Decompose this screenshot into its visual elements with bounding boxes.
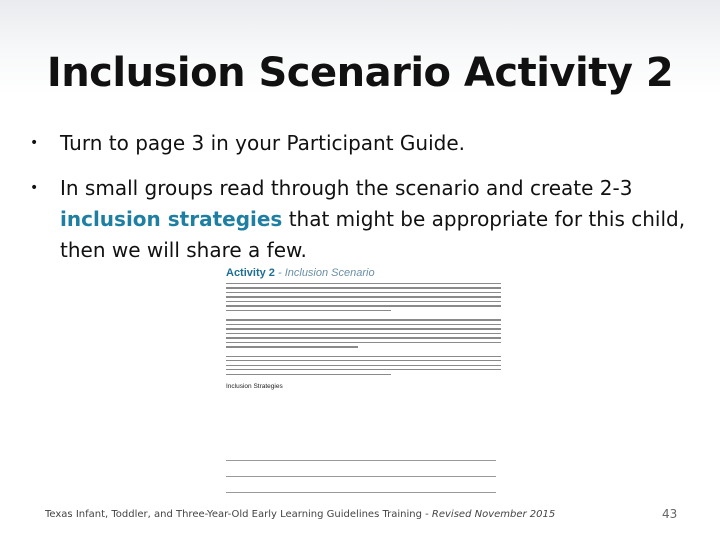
thumbnail-title-rest: - Inclusion Scenario [274,267,375,279]
answer-line [226,460,496,461]
thumbnail-paragraph [226,356,501,375]
bullet-text: Turn to page 3 in your Participant Guide. [60,131,466,155]
bullet-text-pre: In small groups read through the scenario and create 2-3 [60,176,633,200]
footer-revised: Revised November 2015 [431,509,556,520]
bullet-dot-icon: • [30,135,39,151]
thumbnail-title [226,267,504,279]
participant-guide-thumbnail [222,262,504,502]
footer-text: Texas Infant, Toddler, and Three-Year-Old Early Learning Guidelines Training - [45,509,432,520]
bullet-text-post: that might be appropriate for this child, then we will share a few. [60,207,686,262]
bullet-item [28,173,698,266]
bullet-highlight: inclusion strategies [60,207,283,231]
page-number: 43 [662,507,678,521]
thumbnail-paragraph [226,283,501,311]
thumbnail-paragraph [226,319,501,347]
bullet-dot-icon: • [30,180,39,196]
thumbnail-section-label: Inclusion Strategies [226,382,283,390]
thumbnail-title-bold: Activity 2 [226,267,275,279]
answer-line [226,476,496,477]
bullet-item [28,128,698,159]
slide-title: Inclusion Scenario Activity 2 [46,50,674,96]
answer-line [226,492,496,493]
bullet-list [28,128,698,266]
footer [45,509,555,520]
